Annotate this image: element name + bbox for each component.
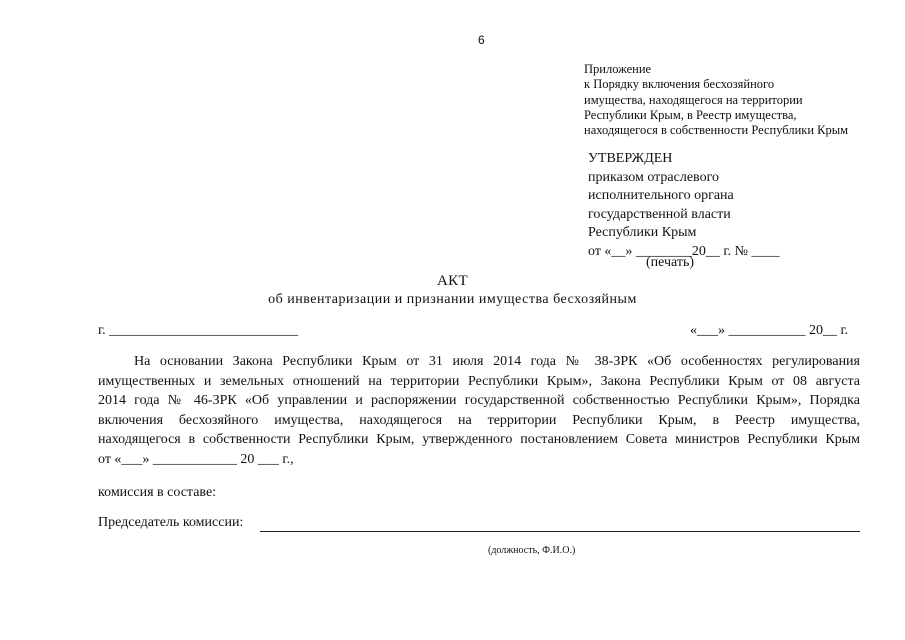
appendix-line: Приложение xyxy=(584,62,652,76)
body-line: На основании Закона Республики Крым от 31 июля 2014 года № 38-ЗРК «Об особенностях регулирования xyxy=(134,354,860,369)
body-paragraph xyxy=(98,352,860,469)
appendix-line: имущества, находящегося на территории xyxy=(584,92,803,107)
chairman-label: Председатель комиссии: xyxy=(98,515,244,530)
approval-block xyxy=(588,150,779,261)
page-number: 6 xyxy=(478,33,485,47)
act-subtitle: об инвентаризации и признании имущества бесхозяйным xyxy=(268,292,637,307)
chairman-caption: (должность, Ф.И.О.) xyxy=(488,545,576,556)
chairman-signature-line xyxy=(260,531,860,532)
approval-line: приказом отраслевого xyxy=(588,169,719,185)
body-line: включения бесхозяйного имущества, находящегося на территории Республики Крым, в Реестр имущества, xyxy=(98,412,860,428)
body-line: имущественных и земельных отношений на территории Республики Крым», Закона Республики Крым от 08 августа xyxy=(98,373,860,389)
body-line: 2014 года № 46-ЗРК «Об управлении и распоряжении государственной собственностью Республики Крым», Порядка xyxy=(98,393,860,408)
body-line: от «___» ____________ 20 ___ г., xyxy=(98,451,294,467)
appendix-line: к Порядку включения бесхозяйного xyxy=(584,77,775,92)
approval-line: Республики Крым xyxy=(588,225,697,240)
appendix-line: находящегося в собственности Республики Крым xyxy=(584,123,849,138)
act-date-field: «___» ___________ 20__ г. xyxy=(690,323,849,338)
commission-label: комиссия в составе: xyxy=(98,485,217,500)
city-field: г. ___________________________ xyxy=(98,323,299,338)
act-title: АКТ xyxy=(437,273,468,289)
body-line: находящегося в собственности Республики Крым, утвержденного постановлением Совета министров Республики Крым xyxy=(98,432,860,447)
approval-date-line: от «__» ________20__ г. № ____ xyxy=(588,243,780,259)
appendix-line: Республики Крым, в Реестр имущества, xyxy=(584,107,797,122)
approval-heading: УТВЕРЖДЕН xyxy=(588,151,673,166)
approval-line: государственной власти xyxy=(588,206,731,222)
appendix-note xyxy=(584,62,848,138)
approval-line: исполнительного органа xyxy=(588,188,734,203)
seal-label: (печать) xyxy=(646,255,695,270)
